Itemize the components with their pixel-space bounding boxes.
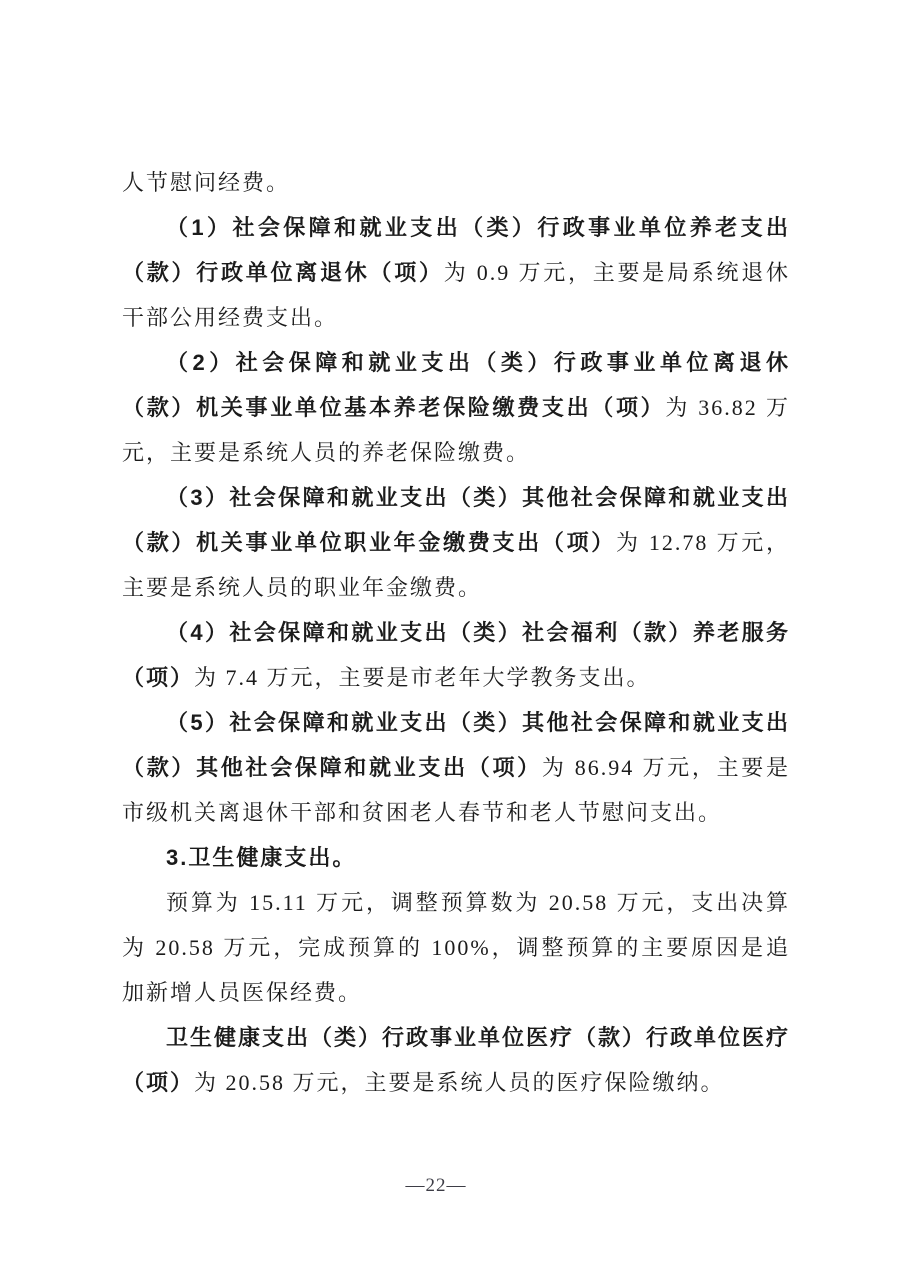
section-heading-label: 3.卫生健康支出。 — [166, 845, 357, 870]
body-text: 为 12.78 万元，主要是系统人员的职业年金缴费。 — [122, 530, 790, 600]
expense-item-5 — [122, 700, 790, 835]
body-text: 为 36.82 万元，主要是系统人员的养老保险缴费。 — [122, 395, 790, 465]
body-text: 人节慰问经费。 — [122, 170, 291, 195]
expense-item-4 — [122, 610, 790, 700]
budget-category-label: （5）社会保障和就业支出（类）其他社会保障和就业支出（款）其他社会保障和就业支出（项） — [122, 710, 790, 780]
budget-category-label: （1）社会保障和就业支出（类）行政事业单位养老支出（款）行政单位离退休（项） — [122, 215, 790, 285]
health-budget-summary-paragraph — [122, 880, 790, 1015]
budget-category-label: （4）社会保障和就业支出（类）社会福利（款）养老服务（项） — [122, 620, 790, 690]
budget-category-label: 卫生健康支出（类）行政事业单位医疗（款）行政单位医疗（项） — [122, 1025, 791, 1095]
body-text: 为 20.58 万元，主要是系统人员的医疗保险缴纳。 — [194, 1070, 725, 1095]
expense-item-1 — [122, 205, 790, 340]
body-text: 为 0.9 万元，主要是局系统退休干部公用经费支出。 — [122, 260, 790, 330]
budget-category-label: （2）社会保障和就业支出（类）行政事业单位离退休（款）机关事业单位基本养老保险缴费支出（项） — [122, 350, 790, 420]
page-number: —22— — [405, 1175, 467, 1196]
body-text: 预算为 15.11 万元，调整预算数为 20.58 万元，支出决算为 20.58 万元，完成预算的 100%，调整预算的主要原因是追加新增人员医保经费。 — [122, 890, 790, 1005]
section-heading-health-expense — [122, 835, 790, 880]
budget-category-label: （3）社会保障和就业支出（类）其他社会保障和就业支出（款）机关事业单位职业年金缴费支出（项） — [122, 485, 790, 555]
health-expense-detail-paragraph — [122, 1015, 790, 1105]
body-text: 为 7.4 万元，主要是市老年大学教务支出。 — [194, 665, 651, 690]
body-text: 为 86.94 万元，主要是市级机关离退休干部和贫困老人春节和老人节慰问支出。 — [122, 755, 790, 825]
paragraph-continuation — [122, 160, 790, 205]
expense-item-3 — [122, 475, 790, 610]
document-body — [122, 160, 790, 1105]
expense-item-2 — [122, 340, 790, 475]
